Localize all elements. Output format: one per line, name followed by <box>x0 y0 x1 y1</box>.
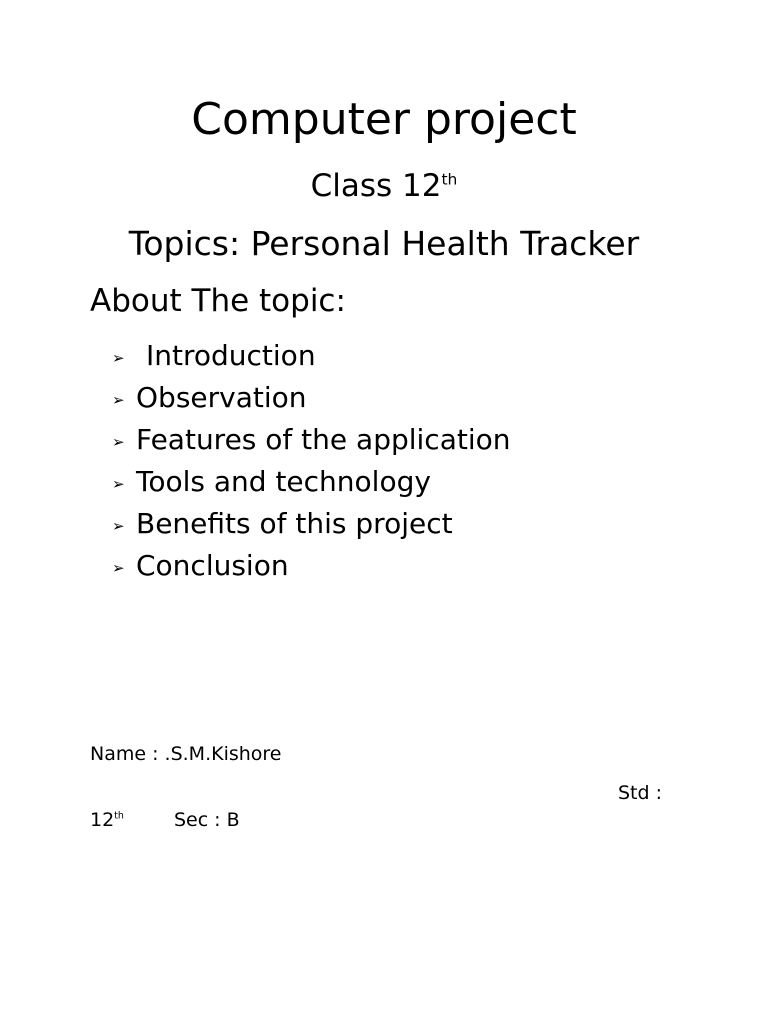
list-item <box>112 502 511 544</box>
class-text: Class 12 <box>310 168 442 204</box>
list-item-label: Benefits of this project <box>136 506 453 540</box>
arrow-bullet-icon: ➢ <box>112 558 125 577</box>
list-item <box>112 334 511 376</box>
list-item-label: Introduction <box>146 338 316 372</box>
std-suffix: th <box>114 810 124 822</box>
arrow-bullet-icon: ➢ <box>112 390 125 409</box>
arrow-bullet-icon: ➢ <box>112 516 125 535</box>
arrow-bullet-icon: ➢ <box>112 432 125 451</box>
std-section-row <box>90 808 240 832</box>
std-label: Std : <box>618 782 663 804</box>
document-title: Computer project <box>191 94 577 145</box>
topic-line: Topics: Personal Health Tracker <box>128 224 640 263</box>
list-item <box>112 418 511 460</box>
class-line <box>0 166 768 206</box>
list-item-label: Observation <box>136 380 307 414</box>
student-name: Name : .S.M.Kishore <box>90 743 282 765</box>
topic-list <box>112 334 511 586</box>
list-item <box>112 544 511 586</box>
list-item-label: Conclusion <box>136 548 289 582</box>
list-item-label: Tools and technology <box>136 464 431 498</box>
class-suffix: th <box>441 170 458 189</box>
about-heading: About The topic: <box>90 283 346 319</box>
section-label: Sec : B <box>173 809 240 831</box>
std-value: 12 <box>90 809 115 831</box>
list-item <box>112 376 511 418</box>
list-item-label: Features of the application <box>136 422 511 456</box>
arrow-bullet-icon: ➢ <box>112 348 125 367</box>
list-item <box>112 460 511 502</box>
arrow-bullet-icon: ➢ <box>112 474 125 493</box>
